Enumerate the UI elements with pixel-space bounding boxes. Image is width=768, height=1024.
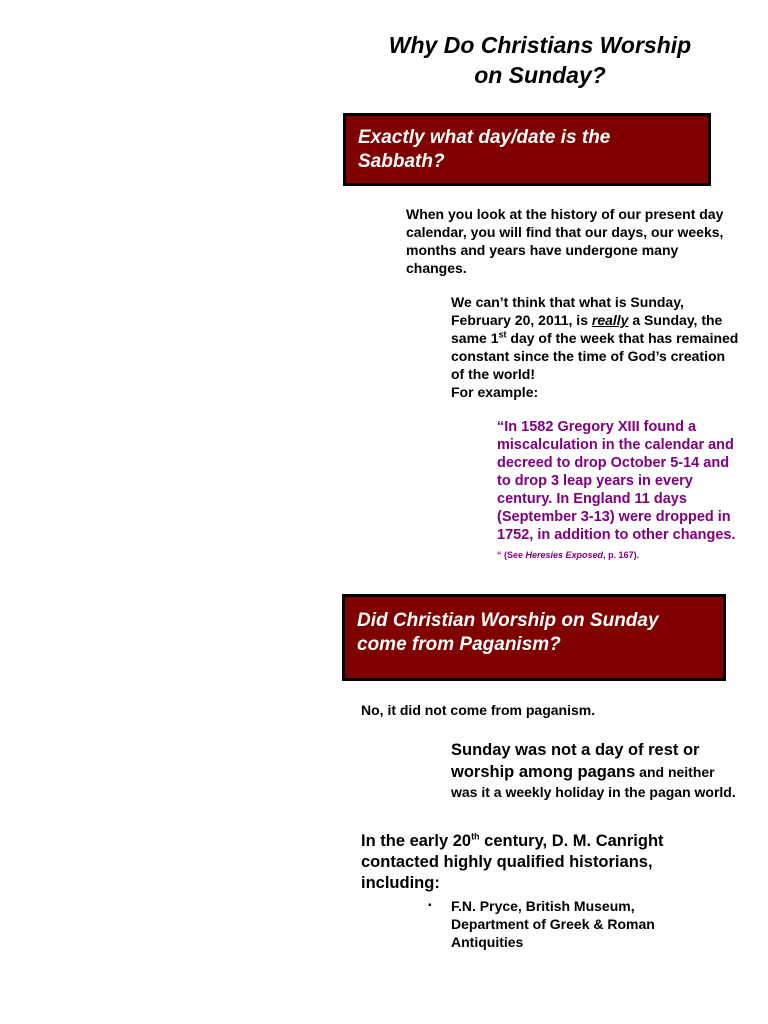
gregory-quote	[497, 418, 737, 564]
ordinal-suffix-th: th	[471, 831, 480, 842]
historian-pryce: F.N. Pryce, British Museum, Department of Greek & Roman Antiquities	[451, 898, 655, 950]
page-title	[340, 30, 740, 90]
calendar-history-paragraph: When you look at the history of our present day calendar, you will find that our days, our weeks, months and years have undergone many changes.	[406, 206, 724, 276]
banner-paganism-line-2: come from Paganism?	[357, 634, 561, 655]
sunday-not-rest-lead: Sunday was not a day of rest or worship among pagans	[451, 741, 700, 781]
banner-sabbath-line-1: Exactly what day/date is the	[358, 127, 611, 148]
sunday-constant-paragraph	[451, 293, 741, 401]
section-banner-paganism	[342, 594, 726, 681]
canright-part-2: century, D. M. Canright contacted highly qualified historians, including:	[361, 832, 664, 892]
sunday-text-part-2: a Sunday, the same 1	[451, 312, 723, 346]
banner-paganism-line-1: Did Christian Worship on Sunday	[357, 610, 659, 631]
title-line-2: on Sunday?	[474, 62, 606, 88]
quote-cite-open: “ (See	[497, 550, 526, 560]
sunday-text-part-1: We can’t think that what is Sunday, February 20, 2011, is	[451, 294, 684, 328]
quote-cite-close: , p. 167).	[603, 550, 640, 560]
paganism-answer: No, it did not come from paganism.	[361, 702, 596, 718]
title-line-1: Why Do Christians Worship	[388, 32, 692, 58]
sunday-not-rest-paragraph	[451, 739, 741, 801]
quote-text: “In 1582 Gregory XIII found a miscalculation in the calendar and decreed to drop October 5-14 and to drop 3 leap years in every century. In England 11 days (September 3-13) were dropped in 1752, in addition to other changes.	[497, 419, 736, 543]
for-example-label: For example:	[451, 384, 539, 400]
really-emphasis: really	[591, 312, 629, 328]
bullet-square-icon: ▪	[428, 900, 432, 911]
section-banner-sabbath	[343, 113, 711, 186]
sunday-text-part-3: day of the week that has remained constant since the time of God’s creation of the world!	[451, 330, 739, 382]
quote-cite-book: Heresies Exposed	[525, 550, 604, 560]
sunday-not-rest-rest: and neither was it a weekly holiday in the pagan world.	[451, 764, 736, 800]
canright-part-1: In the early 20	[361, 832, 472, 850]
ordinal-suffix-st: st	[498, 329, 507, 340]
banner-sabbath-line-2: Sabbath?	[358, 151, 445, 172]
canright-paragraph	[361, 831, 731, 894]
